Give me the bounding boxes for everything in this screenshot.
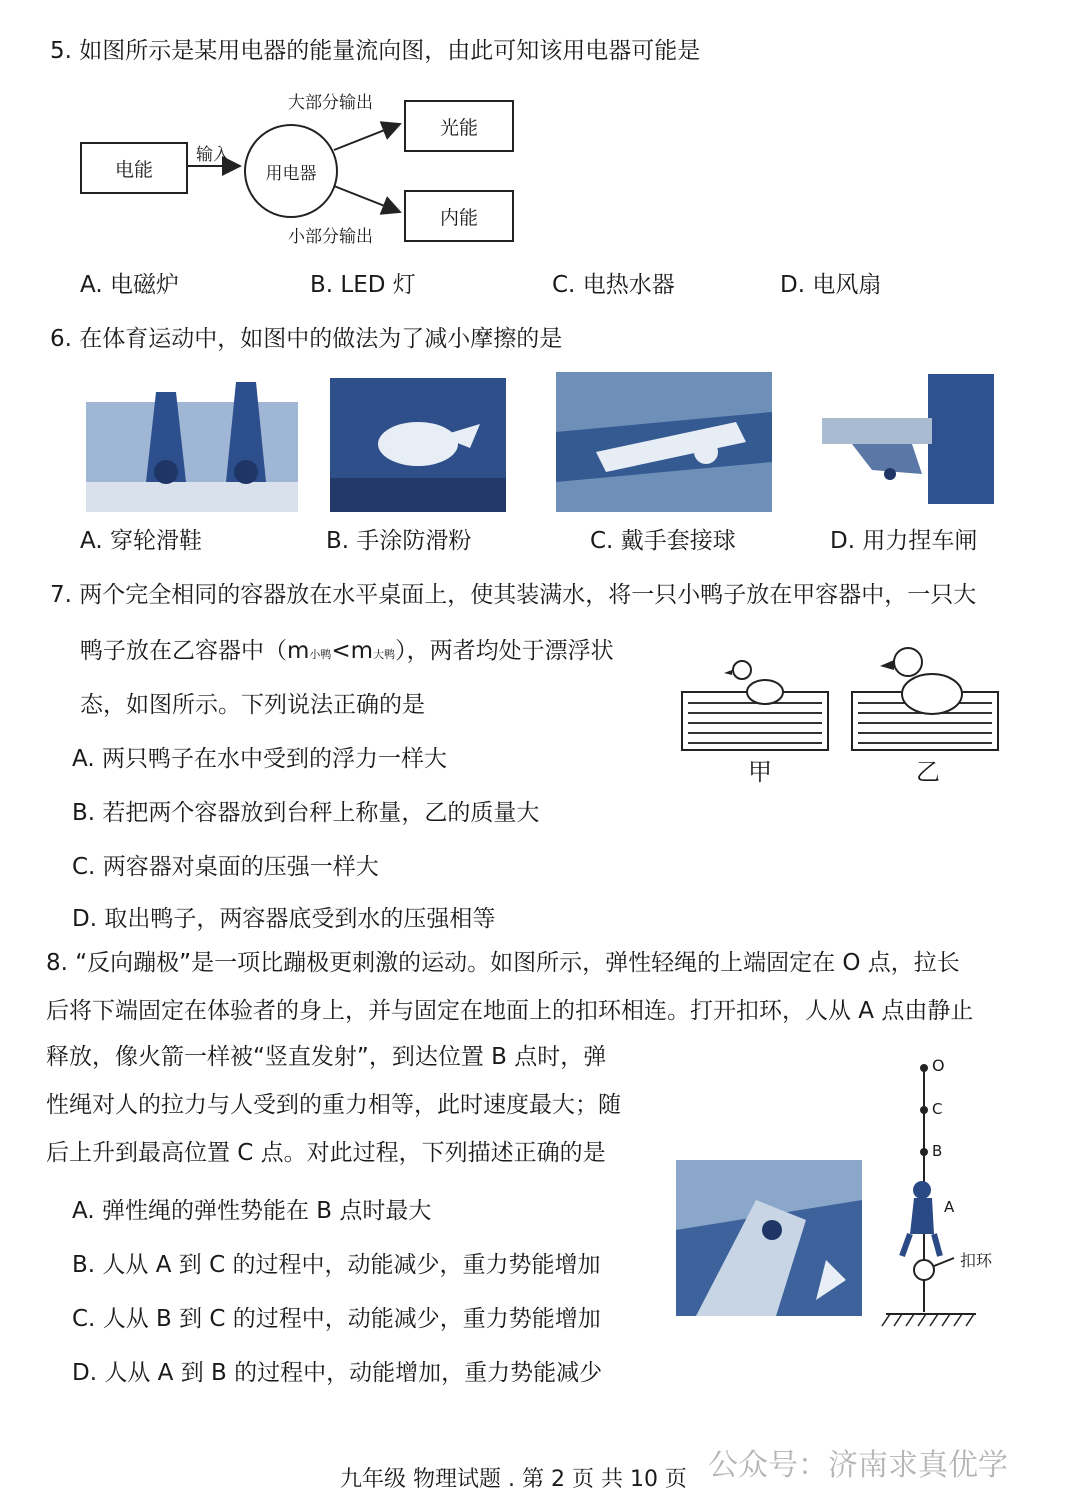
photo-roller-skates [86, 372, 298, 512]
q8-option-a[interactable]: A. 弹性绳的弹性势能在 B 点时最大 [72, 1198, 432, 1224]
q5-option-b[interactable]: B. LED 灯 [310, 272, 416, 298]
bottom-box: 内能 [404, 190, 514, 242]
top-box: 光能 [404, 100, 514, 152]
q8-option-d[interactable]: D. 人从 A 到 B 的过程中，动能增加，重力势能减少 [72, 1360, 603, 1386]
ring-label: 扣环 [960, 1251, 993, 1270]
source-box: 电能 [80, 142, 188, 194]
photo-glove-catch [556, 372, 772, 512]
q6-option-a[interactable]: A. 穿轮滑鞋 [80, 528, 202, 554]
q8-stem-line2: 后将下端固定在体验者的身上，并与固定在地面上的扣环相连。打开扣环，人从 A 点由静止 [46, 998, 974, 1024]
q5-option-a[interactable]: A. 电磁炉 [80, 272, 179, 298]
bungee-diagram [880, 1052, 1000, 1332]
q7-option-d[interactable]: D. 取出鸭子，两容器底受到水的压强相等 [72, 906, 496, 932]
page-footer: 九年级 物理试题 . 第 2 页 共 10 页 [340, 1467, 687, 1492]
q6-option-d[interactable]: D. 用力捏车闸 [830, 528, 978, 554]
q7-stem-line3: 态，如图所示。下列说法正确的是 [80, 692, 425, 718]
photo-bike-brake [812, 374, 994, 504]
q8-stem-line3: 释放，像火箭一样被“竖直发射”，到达位置 B 点时，弹 [46, 1044, 607, 1070]
q8-option-b[interactable]: B. 人从 A 到 C 的过程中，动能减少，重力势能增加 [72, 1252, 601, 1278]
container-label-left: 甲 [748, 758, 772, 786]
q7-option-a[interactable]: A. 两只鸭子在水中受到的浮力一样大 [72, 746, 447, 772]
q6-option-b[interactable]: B. 手涂防滑粉 [326, 528, 472, 554]
ducks-containers-figure [680, 640, 1000, 786]
q6-option-c[interactable]: C. 戴手套接球 [590, 528, 736, 554]
q5-option-d[interactable]: D. 电风扇 [780, 272, 882, 298]
q5-stem: 5. 如图所示是某用电器的能量流向图，由此可知该用电器可能是 [50, 38, 701, 64]
photo-reverse-bungee [676, 1160, 862, 1316]
q8-option-c[interactable]: C. 人从 B 到 C 的过程中，动能减少，重力势能增加 [72, 1306, 601, 1332]
watermark: 公众号：济南求真优学 [708, 1448, 1008, 1483]
top-output-label: 大部分输出 [288, 93, 373, 113]
flow-arrows [0, 0, 560, 260]
point-c-label: C [932, 1100, 943, 1118]
point-b-label: B [932, 1142, 943, 1160]
bottom-output-label: 小部分输出 [288, 227, 373, 247]
q8-stem-line5: 后上升到最高位置 C 点。对此过程，下列描述正确的是 [46, 1140, 606, 1166]
container-label-right: 乙 [916, 758, 940, 786]
photo-hand-powder [330, 378, 506, 512]
point-o-label: O [932, 1056, 945, 1075]
q7-option-b[interactable]: B. 若把两个容器放到台秤上称量，乙的质量大 [72, 800, 540, 826]
q8-stem-line4: 性绳对人的拉力与人受到的重力相等，此时速度最大；随 [46, 1092, 621, 1118]
input-label: 输入 [196, 145, 230, 165]
point-a-label: A [944, 1198, 955, 1216]
q7-stem-line2: 鸭子放在乙容器中（m小鸭<m大鸭），两者均处于漂浮状 [80, 638, 614, 664]
device-circle: 用电器 [244, 124, 338, 218]
q5-option-c[interactable]: C. 电热水器 [552, 272, 675, 298]
q6-stem: 6. 在体育运动中，如图中的做法为了减小摩擦的是 [50, 326, 563, 352]
q7-option-c[interactable]: C. 两容器对桌面的压强一样大 [72, 854, 379, 880]
q8-stem-line1: 8. “反向蹦极”是一项比蹦极更刺激的运动。如图所示，弹性轻绳的上端固定在 O 点，拉长 [46, 950, 960, 976]
q7-stem-line1: 7. 两个完全相同的容器放在水平桌面上，使其装满水，将一只小鸭子放在甲容器中，一只大 [50, 582, 977, 608]
